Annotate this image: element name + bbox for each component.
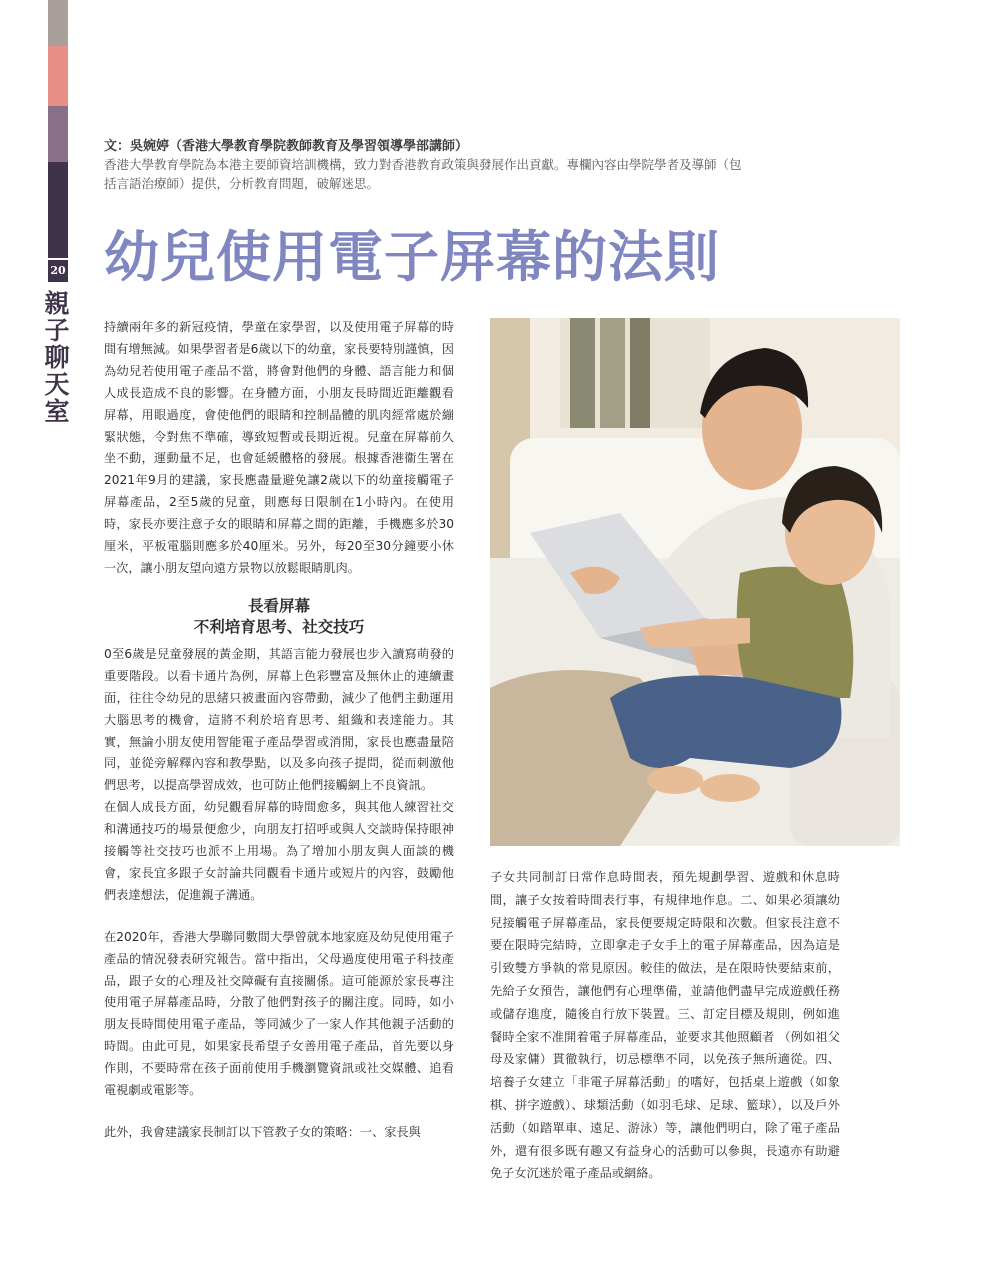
color-strip-mauve	[48, 106, 68, 162]
subhead-line-1: 長看屏幕	[247, 596, 310, 615]
article-headline: 幼兒使用電子屏幕的法則	[104, 224, 721, 289]
paragraph-4: 在2020年，香港大學聯同數間大學曾就本地家庭及幼兒使用電子產品的情況發表研究報告。當中指出，父母過度使用電子科技產品，跟子女的心理及社交障礙有直接關係。這可能源於家長專注使用電子屏幕產品時，分散了他們對孩子的關注度。同時，如小朋友長時間使用電子產品，等同減少了一家人作其他親子活動的時間。由此可見，如果家長希望子女善用電子產品，首先要以身作則，不要時常在孩子面前使用手機瀏覽資訊或社交媒體、追看電視劇或電影等。	[104, 929, 454, 1098]
subhead-line-2: 不利培育思考、社交技巧	[193, 617, 365, 636]
section-subhead	[104, 596, 454, 638]
page-number: 20	[48, 260, 68, 282]
paragraph-1: 持續兩年多的新冠疫情，學童在家學習，以及使用電子屏幕的時間有增無減。如果學習者是6歲以下的幼童，家長要特別謹慎，因為幼兒若使用電子產品不當，將會對他們的身體、語言能力和個人成長造成不良的影響。在身體方面，小朋友長時間近距離觀看屏幕，用眼過度，會使他們的眼睛和控制晶體的肌肉經常處於繃緊狀態，令對焦不準確，導致短暫或長期近視。兒童在屏幕前久坐不動，運動量不足，也會延緩體格的發展。根據香港衞生署在2021年9月的建議，家長應盡量避免讓2歲以下的幼童接觸電子屏幕產品，2至5歲的兒童，則應每日限制在1小時內。在使用時，家長亦要注意子女的眼睛和屏幕之間的距離，手機應多於30厘米，平板電腦則應多於40厘米。另外，每20至30分鐘要小休一次，讓小朋友望向遠方景物以放鬆眼睛肌肉。	[104, 320, 454, 575]
paragraph-5: 此外，我會建議家長制訂以下管教子女的策略：一、家長與	[104, 1125, 421, 1139]
column-name: 親子聊天室	[41, 290, 70, 425]
author-byline: 文：吳婉婷（香港大學教育學院教師教育及學習領導學部講師）	[104, 139, 469, 154]
paragraph-3: 在個人成長方面，幼兒觀看屏幕的時間愈多，與其他人練習社交和溝通技巧的場景便愈少，向朋友打招呼或與人交談時保持眼神接觸等社交技巧也派不上用場。為了增加小朋友與人面談的機會，家長宜多跟子女討論共同觀看卡通片或短片的內容，鼓勵他們表達想法，促進親子溝通。	[104, 800, 454, 902]
paragraph-2: 0至6歲是兒童發展的黃金期，其語言能力發展也步入讀寫萌發的重要階段。以看卡通片為例，屏幕上色彩豐富及無休止的連續畫面，往往令幼兒的思緒只被畫面內容帶動，減少了他們主動運用大腦思考的機會，這將不利於培育思考、組織和表達能力。其實，無論小朋友使用智能電子產品學習或消閒，家長也應盡量陪同，並從旁解釋內容和教學點，以及多向孩子提問，從而刺激他們思考，以提高學習成效，也可防止他們接觸網上不良資訊。	[104, 646, 454, 793]
color-strip-pink	[48, 46, 68, 106]
father-son-laptop-photo	[490, 318, 900, 846]
color-strip-dark	[48, 162, 68, 258]
column-intro: 香港大學教育學院為本港主要師資培訓機構，致力對香港教育政策與發展作出貢獻。專欄內容由學院學者及導師（包括言語治療師）提供，分析教育問題，破解迷思。	[104, 157, 742, 191]
paragraph-6: 子女共同制訂日常作息時間表，預先規劃學習、遊戲和休息時間，讓子女按着時間表行事，有規律地作息。二、如果必須讓幼兒接觸電子屏幕產品，家長便要規定時限和次數。但家長注意不要在限時完結時，立即拿走子女手上的電子屏幕產品，因為這是引致雙方爭執的常見原因。較佳的做法，是在限時快要結束前，先給子女預告，讓他們有心理準備，並請他們盡早完成遊戲任務或儲存進度，隨後自行放下裝置。三、訂定目標及規則，例如進餐時全家不准開着電子屏幕產品，並要求其他照顧者 （例如祖父母及家傭）貫徹執行，切忌標準不同，以免孩子無所適從。四、培養子女建立「非電子屏幕活動」的嗜好，包括桌上遊戲（如象棋、拼字遊戲）、球類活動（如羽毛球、足球、籃球），以及戶外活動（如踏單車、遠足、游泳）等，讓他們明白，除了電子產品外，還有很多既有趣又有益身心的活動可以參與，長遠亦有助避免子女沉迷於電子產品或網絡。	[490, 870, 840, 1181]
right-column	[490, 866, 840, 1185]
left-column	[104, 317, 454, 1144]
color-strip-grey	[48, 0, 68, 46]
